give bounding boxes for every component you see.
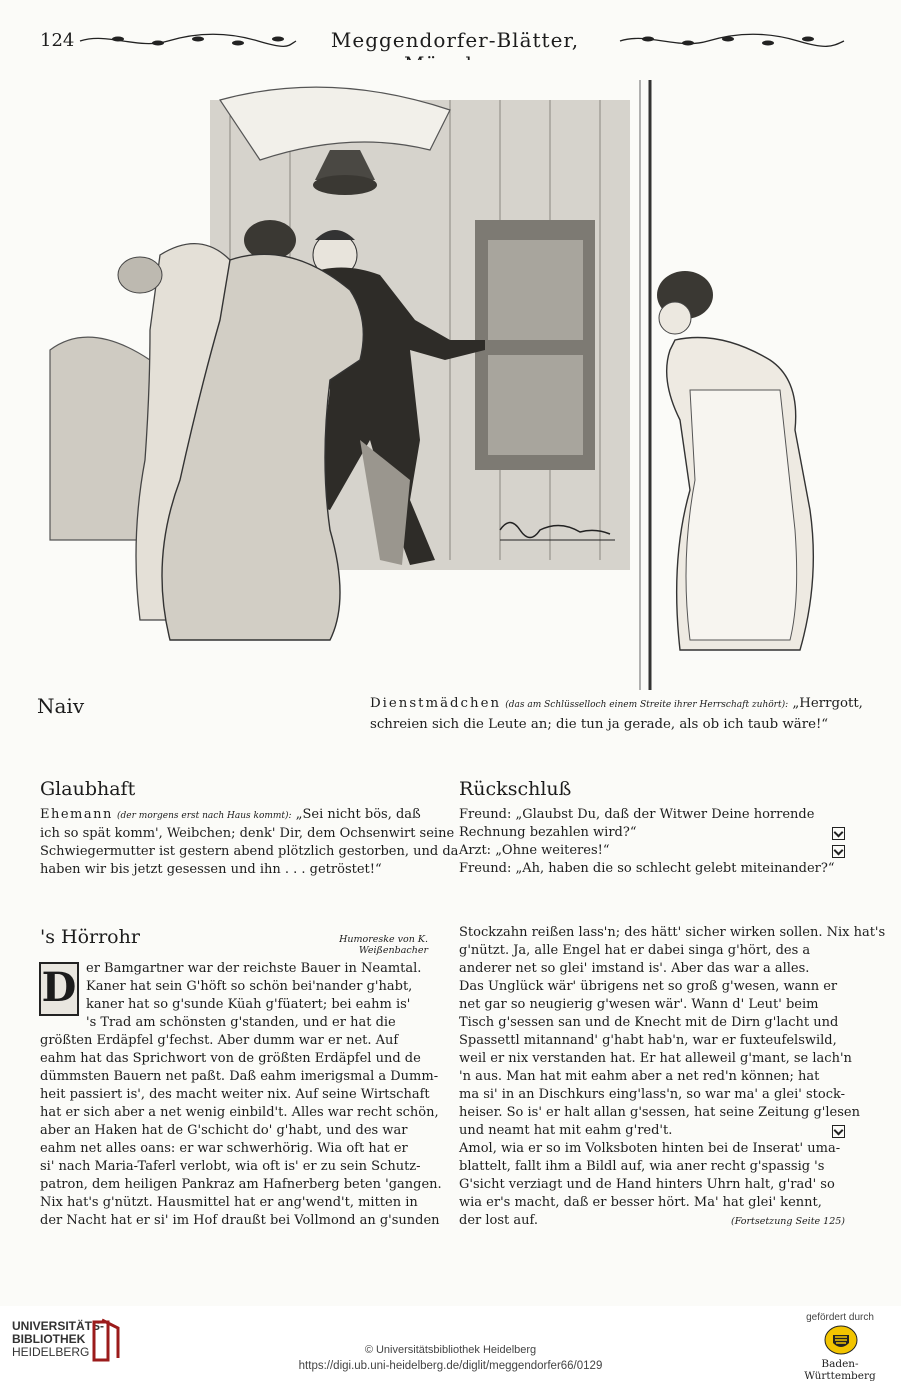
library-logo-line-2: BIBLIOTHEK: [12, 1332, 86, 1346]
sponsor-label: gefördert durch: [806, 1312, 874, 1323]
hoerrohr-right-line: g'nützt. Ja, alle Engel hat er dabei singa g'hört, des a: [459, 943, 811, 958]
caption-quote-line: schreien sich die Leute an; die tun ja gerade, als ob ich taub wäre!“: [370, 717, 829, 732]
hoerrohr-right-line: Tisch g'sessen san und de Knecht mit de Dirn g'lacht und: [459, 1015, 839, 1030]
digitization-footer: [0, 1306, 901, 1382]
glaubhaft-speaker: Ehemann: [40, 807, 113, 822]
glaubhaft-line-3: Schwiegermutter ist gestern abend plötzlich gestorben, und da: [40, 844, 459, 859]
hoerrohr-right-line: wia er's macht, daß er besser hört. Ma' hat glei' kennt,: [459, 1195, 822, 1210]
rueckschluss-text: [459, 806, 847, 878]
hoerrohr-left-line: heit passiert is', des macht weiter nix. Auf seine Wirtschaft: [40, 1087, 430, 1102]
page-number: 124: [40, 30, 75, 51]
hoerrohr-right-line: und neamt hat mit eahm g'red't.: [459, 1123, 673, 1138]
copyright-notice: © Universitätsbibliothek Heidelberg: [364, 1344, 537, 1356]
hoerrohr-right-column: [459, 924, 886, 1230]
caption-stage-direction: (das am Schlüsselloch einem Streite ihrer Herrschaft zuhört):: [505, 700, 789, 710]
hoerrohr-left-line: eahm net alles oans: er war schwerhörig. Wia oft hat er: [40, 1141, 408, 1156]
glaubhaft-line-4: haben wir bis jetzt gesessen und ihn . . . getröstet!“: [40, 862, 382, 877]
hoerrohr-byline: Humoreske von K. Weißenbacher: [339, 934, 428, 956]
hoerrohr-left-line: hat er sich aber a net wenig einbild't. Alles war recht schön,: [40, 1105, 439, 1120]
hoerrohr-left-line: Kaner hat sein G'höft so schön bei'nander g'habt,: [86, 979, 413, 994]
header-ornament-left: [78, 34, 298, 48]
hoerrohr-left-column: [40, 960, 442, 1230]
caption-speaker: Dienstmädchen: [370, 696, 502, 711]
end-mark-icon: [832, 1125, 845, 1138]
state-coat-of-arms-icon: [824, 1325, 858, 1355]
hoerrohr-right-line: blattelt, fallt ihm a Bildl auf, wia aner recht g'spassig 's: [459, 1159, 825, 1174]
hoerrohr-right-line: heiser. So is' er halt allan g'sessen, hat seine Zeitung g'lesen: [459, 1105, 860, 1120]
glaubhaft-stage-direction: (der morgens erst nach Haus kommt):: [117, 811, 292, 821]
hoerrohr-left-line: kaner hat so g'sunde Küah g'füatert; bei eahm is': [86, 997, 411, 1012]
hoerrohr-right-line: net gar so neugierig g'wesen wär'. Wann d' Leut' beim: [459, 997, 819, 1012]
rueckschluss-line-4: Freund: „Ah, haben die so schlecht gelebt miteinander?“: [459, 861, 835, 876]
hoerrohr-left-line: eahm hat das Sprichwort von de größten Erdäpfel und de: [40, 1051, 421, 1066]
library-logo-line-3: HEIDELBERG: [12, 1345, 90, 1359]
end-mark-icon: [832, 827, 845, 840]
glaubhaft-title: Glaubhaft: [40, 778, 136, 800]
hoerrohr-left-line: aber an Haken hat de G'schicht do' g'habt, und des war: [40, 1123, 408, 1138]
hoerrohr-left-line: er Bamgartner war der reichste Bauer in Neamtal.: [86, 961, 422, 976]
library-emblem-icon: [92, 1318, 120, 1362]
hoerrohr-right-line: Stockzahn reißen lass'n; des hätt' sicher wirken sollen. Nix hat's: [459, 925, 886, 940]
hoerrohr-right-line: G'sicht verziagt und de Hand hinters Uhrn halt, g'rad' so: [459, 1177, 835, 1192]
glaubhaft-line-2: ich so spät komm', Weibchen; denk' Dir, dem Ochsenwirt seine: [40, 826, 455, 841]
caption-text: [370, 694, 863, 734]
hoerrohr-right-line: ma si' in an Dischkurs eing'lass'n, so war ma' a glei' stock-: [459, 1087, 846, 1102]
library-logo[interactable]: [12, 1320, 104, 1359]
sponsor-name: Baden-Württemberg: [804, 1358, 876, 1382]
caption-quote-start: „Herrgott,: [792, 696, 863, 711]
source-url-link[interactable]: https://digi.ub.uni-heidelberg.de/diglit/meggendorfer66/0129: [298, 1360, 603, 1372]
dropcap: D: [39, 962, 79, 1016]
hoerrohr-right-line: weil er nix verstanden hat. Er hat alleweil g'mant, se lach'n: [459, 1051, 852, 1066]
hoerrohr-right-line: Spassettl mitannand' g'habt hab'n, war er fuxteufelswild,: [459, 1033, 837, 1048]
hoerrohr-left-line: dümmsten Bauern net paßt. Daß eahm imerigsmal a Dumm-: [40, 1069, 439, 1084]
hoerrohr-left-line: größten Erdäpfel g'fechst. Aber dumm war er net. Auf: [40, 1033, 399, 1048]
hoerrohr-left-line: patron, dem heiligen Pankraz am Hafnerberg beten 'gangen.: [40, 1177, 442, 1192]
hoerrohr-left-line: si' nach Maria-Taferl verlobt, wia oft is' er zu sein Schutz-: [40, 1159, 421, 1174]
hoerrohr-right-line: anderer net so glei' imstand is'. Aber das war a alles.: [459, 961, 810, 976]
rueckschluss-line-2: Rechnung bezahlen wird?“: [459, 825, 637, 840]
hoerrohr-left-line: 's Trad am schönsten g'standen, und er hat die: [86, 1015, 396, 1030]
hoerrohr-title: 's Hörrohr: [40, 926, 140, 948]
rueckschluss-line-3: Arzt: „Ohne weiteres!“: [459, 843, 610, 858]
hoerrohr-right-line: Das Unglück wär' übrigens net so groß g'wesen, wann er: [459, 979, 838, 994]
rueckschluss-title: Rückschluß: [459, 778, 572, 800]
caption-title: Naiv: [37, 694, 85, 718]
end-mark-icon: [832, 845, 845, 858]
header-ornament-right: [618, 34, 846, 48]
hoerrohr-right-line: Amol, wia er so im Volksboten hinten bei de Inserat' uma-: [459, 1141, 841, 1156]
hoerrohr-right-line: der lost auf.: [459, 1213, 538, 1228]
continued-note: (Fortsetzung Seite 125): [731, 1216, 845, 1227]
hoerrohr-left-line: Nix hat's g'nützt. Hausmittel hat er ang'wend't, mitten in: [40, 1195, 418, 1210]
library-logo-line-1: UNIVERSITÄTS-: [12, 1319, 105, 1333]
rueckschluss-line-1: Freund: „Glaubst Du, daß der Witwer Deine horrende: [459, 807, 815, 822]
hoerrohr-right-line: 'n aus. Man hat mit eahm aber a net red'n können; hat: [459, 1069, 820, 1084]
illustration-quarrel-scene: [30, 60, 875, 690]
glaubhaft-text: [40, 806, 459, 879]
glaubhaft-line-1: „Sei nicht bös, daß: [295, 807, 421, 822]
journal-title: Meggendorfer-Blätter,: [330, 28, 580, 52]
hoerrohr-left-line: der Nacht hat er si' im Hof draußt bei Vollmond an g'sunden: [40, 1213, 440, 1228]
